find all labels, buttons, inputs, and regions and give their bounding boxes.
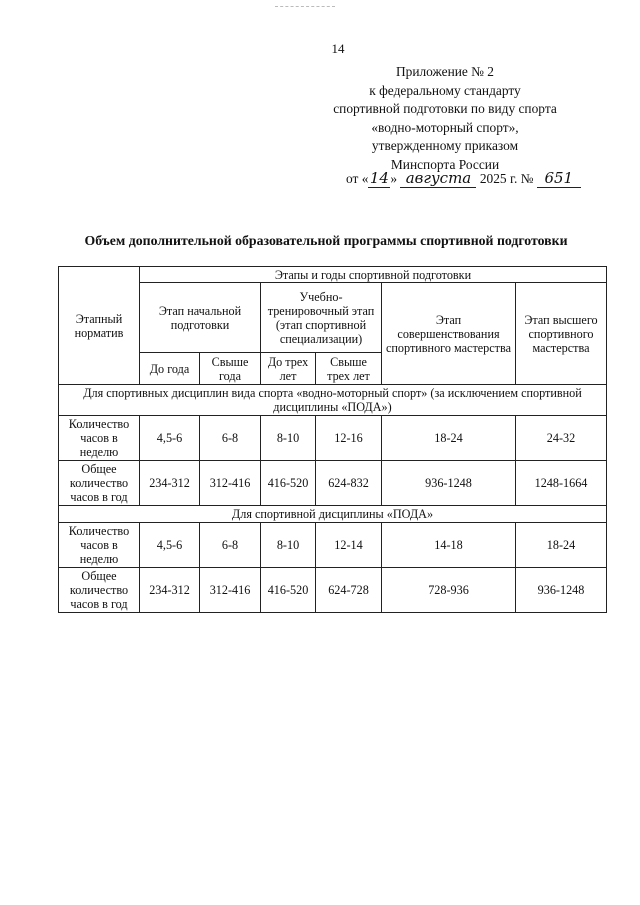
stage-initial-header: Этап начальной подготовки bbox=[140, 283, 261, 353]
annex-block bbox=[330, 63, 560, 175]
table-cell: 234-312 bbox=[140, 461, 200, 506]
sub-over-year: Свыше года bbox=[200, 353, 261, 385]
table-cell: 624-728 bbox=[316, 568, 382, 613]
table-cell: 416-520 bbox=[261, 568, 316, 613]
order-date-line bbox=[346, 169, 616, 188]
table-row bbox=[59, 461, 607, 506]
table-cell: 6-8 bbox=[200, 416, 261, 461]
sub-over-three: Свыше трех лет bbox=[316, 353, 382, 385]
row-label: Общее количество часов в год bbox=[59, 461, 140, 506]
header-row-1 bbox=[59, 267, 607, 283]
table-cell: 312-416 bbox=[200, 568, 261, 613]
page-number: 14 bbox=[331, 41, 345, 56]
table-cell: 18-24 bbox=[516, 523, 607, 568]
handwritten-day: 14 bbox=[369, 169, 389, 187]
annex-line: Приложение № 2 bbox=[395, 64, 495, 79]
table-cell: 416-520 bbox=[261, 461, 316, 506]
row-label: Количество часов в неделю bbox=[59, 416, 140, 461]
table-cell: 936-1248 bbox=[516, 568, 607, 613]
table-cell: 234-312 bbox=[140, 568, 200, 613]
table-cell: 624-832 bbox=[316, 461, 382, 506]
table-cell: 936-1248 bbox=[382, 461, 516, 506]
row-label: Общее количество часов в год bbox=[59, 568, 140, 613]
sub-up-to-three: До трех лет bbox=[261, 353, 316, 385]
stage-improvement-header: Этап совершенствования спортивного мастерства bbox=[382, 283, 516, 385]
table-row bbox=[59, 416, 607, 461]
stage-training-header: Учебно-тренировочный этап (этап спортивной специализации) bbox=[261, 283, 382, 353]
annex-line: Минспорта России bbox=[390, 156, 500, 172]
document-title: Объем дополнительной образовательной программы спортивной подготовки bbox=[84, 233, 568, 248]
table-cell: 8-10 bbox=[261, 416, 316, 461]
stages-header: Этапы и годы спортивной подготовки bbox=[140, 267, 607, 283]
table-cell: 24-32 bbox=[516, 416, 607, 461]
annex-line: к федеральному стандарту bbox=[369, 82, 521, 98]
table-cell: 18-24 bbox=[382, 416, 516, 461]
table-cell: 12-14 bbox=[316, 523, 382, 568]
table-cell: 4,5-6 bbox=[140, 416, 200, 461]
stage-higher-header: Этап высшего спортивного мастерства bbox=[516, 283, 607, 385]
table-row bbox=[59, 568, 607, 613]
date-year: 2025 г. № bbox=[479, 171, 534, 186]
table-cell: 6-8 bbox=[200, 523, 261, 568]
annex-line: утвержденному приказом bbox=[371, 138, 519, 154]
table-cell: 12-16 bbox=[316, 416, 382, 461]
section-title: Для спортивной дисциплины «ПОДА» bbox=[59, 506, 607, 523]
stage-norm-header: Этапный норматив bbox=[59, 267, 140, 385]
table-row bbox=[59, 523, 607, 568]
handwritten-month: августа bbox=[400, 169, 476, 188]
handwritten-order-number: 651 bbox=[537, 169, 581, 188]
row-label: Количество часов в неделю bbox=[59, 523, 140, 568]
annex-line: «водно-моторный спорт», bbox=[371, 119, 519, 135]
date-quote-close: » bbox=[390, 171, 398, 186]
training-volume-table bbox=[58, 266, 607, 613]
table-cell: 4,5-6 bbox=[140, 523, 200, 568]
section-row bbox=[59, 506, 607, 523]
header-row-2 bbox=[59, 283, 607, 353]
scan-artifact-line bbox=[275, 6, 335, 7]
sub-up-to-year: До года bbox=[140, 353, 200, 385]
section-row bbox=[59, 385, 607, 416]
section-title: Для спортивных дисциплин вида спорта «водно-моторный спорт» (за исключением спортивной дисциплины «ПОДА») bbox=[59, 385, 607, 416]
date-prefix: от « bbox=[346, 171, 369, 186]
table-cell: 8-10 bbox=[261, 523, 316, 568]
table-cell: 14-18 bbox=[382, 523, 516, 568]
annex-line: спортивной подготовки по виду спорта bbox=[333, 101, 557, 117]
table-cell: 728-936 bbox=[382, 568, 516, 613]
table-cell: 312-416 bbox=[200, 461, 261, 506]
table-cell: 1248-1664 bbox=[516, 461, 607, 506]
